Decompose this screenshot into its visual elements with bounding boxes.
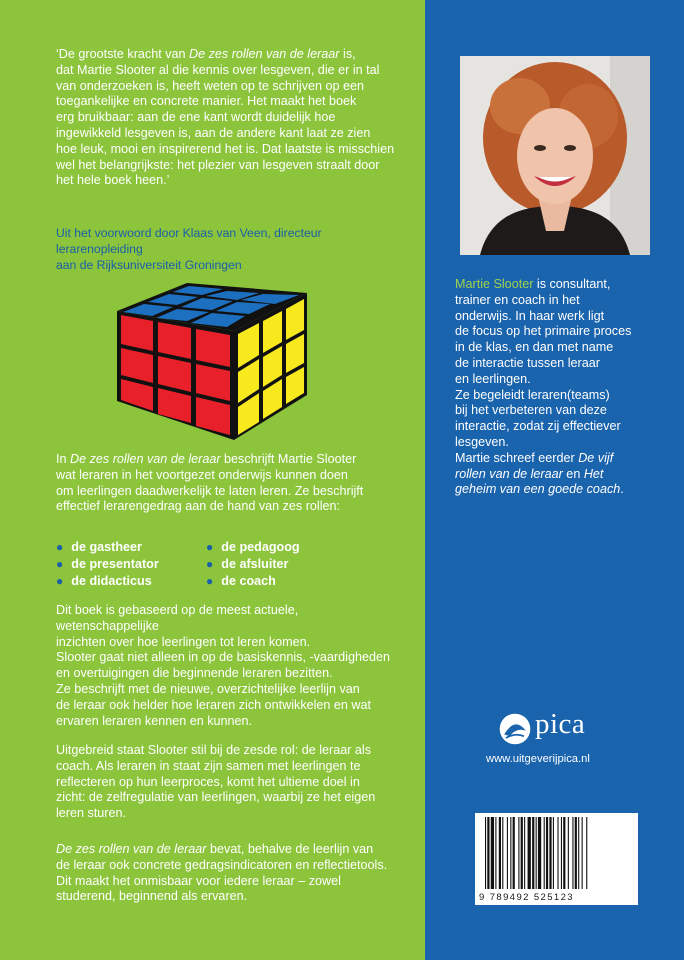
barcode-bar: [575, 817, 577, 889]
quote-line: hoe leuk, mooi en inspirerend het is. Dat laatste is misschien: [56, 141, 395, 156]
barcode-bar: [521, 817, 523, 889]
role-item: [206, 574, 356, 590]
role-label: de pedagoog: [221, 540, 300, 554]
author-photo: [460, 56, 650, 255]
role-label: de presentator: [71, 556, 159, 571]
body-line: Ze beschrijft met de nieuwe, overzichtelijke leerlijn van: [56, 681, 360, 696]
barcode-bar: [553, 817, 554, 889]
role-item: [206, 540, 356, 556]
quote-line: wel het belangrijkste: het plezier van lesgeven straalt door: [56, 157, 380, 172]
body-line: zicht: de zelfregulatie van leerlingen, waarbij ze het eigen: [56, 790, 376, 805]
book-title: De vijf: [578, 450, 614, 465]
bullet-icon: ●: [56, 556, 64, 571]
isbn-number: 9 789492 525123: [479, 892, 574, 903]
barcode-bar: [499, 817, 501, 889]
barcode-bar: [485, 817, 486, 889]
barcode-bar: [546, 817, 548, 889]
bio-text: is consultant,: [533, 277, 611, 291]
publisher-url: www.uitgeverijpica.nl: [486, 753, 590, 765]
body-line: leren sturen.: [56, 806, 127, 821]
barcode-bar: [513, 817, 515, 889]
intro-line: [56, 452, 401, 468]
intro-prefix: In: [56, 452, 71, 466]
bio-text: en: [562, 466, 584, 481]
barcode-bar: [557, 817, 558, 889]
book-title: De zes rollen van de leraar: [56, 842, 207, 856]
body-line: [56, 842, 401, 858]
bullet-icon: ●: [206, 540, 214, 554]
bio-text: Martie schreef eerder: [455, 450, 579, 465]
barcode-bar: [578, 817, 579, 889]
body-line: Slooter gaat niet alleen in op de basiskennis, -vaardigheden: [56, 650, 390, 665]
barcode-bar: [561, 817, 562, 889]
quote-line: dat Martie Slooter al die kennis over lesgeven, die er in tal: [56, 62, 380, 77]
bio-line: bij het verbeteren van deze: [455, 403, 607, 418]
body-line: studerend, beginnend als ervaren.: [56, 889, 248, 904]
barcode-bar: [586, 817, 587, 889]
barcode-bar: [549, 817, 551, 889]
review-quote: [56, 47, 406, 189]
body-line: inzichten over hoe leerlingen tot leren komen.: [56, 634, 311, 649]
role-item: [56, 574, 206, 590]
quote-attribution: [56, 226, 406, 273]
book-title: rollen van de leraar: [455, 466, 563, 481]
barcode-bar: [528, 817, 531, 889]
barcode-bars: [475, 817, 638, 897]
bullet-icon: ●: [206, 573, 214, 588]
barcode-bar: [538, 817, 541, 889]
intro-paragraph: [56, 452, 401, 515]
coach-paragraph: [56, 743, 401, 822]
role-label: de gastheer: [71, 540, 142, 554]
barcode-bar: [563, 817, 565, 889]
role-label: de coach: [221, 573, 276, 588]
quote-line: erg bruikbaar: aan de ene kant wordt duidelijk hoe: [56, 110, 336, 125]
barcode-bar: [572, 817, 573, 889]
role-item: [206, 557, 356, 573]
publisher-name: pica: [535, 708, 586, 740]
quote-line: het hele boek heen.’: [56, 173, 170, 188]
bio-line: lesgeven.: [455, 434, 509, 449]
bio-line: trainer en coach in het: [455, 292, 580, 307]
bio-line: de interactie tussen leraar: [455, 355, 600, 370]
book-title: De zes rollen van de leraar: [70, 452, 221, 466]
rubiks-cube-illustration: [117, 283, 307, 440]
body-text: bevat, behalve de leerlijn van: [206, 842, 374, 856]
barcode-bar: [507, 817, 508, 889]
book-title: Het: [583, 466, 604, 481]
bio-line: in de klas, en dan met name: [455, 340, 614, 355]
intro-rest: beschrijft Martie Slooter: [220, 452, 357, 466]
barcode-bar: [568, 817, 569, 889]
quote-line: ingewikkeld lesgeven is, aan de andere kant laat ze zien: [56, 125, 371, 140]
bio-line: interactie, zodat zij effectiever: [455, 419, 621, 434]
body-line: Uitgebreid staat Slooter stil bij de zesde rol: de leraar als: [56, 743, 372, 757]
quote-line: toegankelijke en concrete manier. Het maakt het boek: [56, 94, 357, 109]
roles-list: [56, 540, 376, 589]
body-line: ervaren leraren kennen en kunnen.: [56, 713, 253, 728]
body-line: Dit boek is gebaseerd op de meest actuele, wetenschappelijke: [56, 603, 299, 633]
bio-line: [455, 467, 665, 483]
body-line: de leraar ook helder hoe leraren zich ontwikkelen en wat: [56, 697, 372, 712]
attribution-line: aan de Rijksuniversiteit Groningen: [56, 257, 242, 272]
role-item: [56, 540, 206, 556]
barcode-bar: [495, 817, 496, 889]
barcode-bar: [487, 817, 489, 889]
barcode-bar: [518, 817, 519, 889]
body-line: reflecteren op hun leerproces, komt het ultieme doel in: [56, 774, 360, 789]
book-title: geheim van een goede coach: [455, 482, 621, 497]
barcode-bar: [536, 817, 537, 889]
author-bio: [455, 277, 665, 498]
bio-line: Ze begeleidt leraren(teams): [455, 387, 610, 402]
bio-line: [455, 482, 665, 498]
bio-line: [455, 451, 665, 467]
barcode-bar: [544, 817, 545, 889]
barcode-bar: [532, 817, 534, 889]
pica-logo-icon: [497, 711, 533, 747]
bio-text: .: [620, 482, 624, 497]
intro-line: effectief lerarengedrag aan de hand van zes rollen:: [56, 499, 341, 514]
body-line: de leraar ook concrete gedragsindicatoren en reflectietools.: [56, 857, 388, 872]
barcode-bar: [524, 817, 525, 889]
summary-paragraph: [56, 842, 401, 905]
intro-line: wat leraren in het voortgezet onderwijs kunnen doen: [56, 467, 348, 482]
barcode-bar: [491, 817, 494, 889]
role-label: de didacticus: [71, 573, 152, 588]
bullet-icon: ●: [56, 573, 64, 588]
body-line: Dit maakt het onmisbaar voor iedere leraar – zowel: [56, 873, 341, 888]
bullet-icon: ●: [206, 556, 214, 571]
author-name: Martie Slooter: [455, 277, 534, 291]
bullet-icon: ●: [56, 540, 64, 554]
bio-line: onderwijs. In haar werk ligt: [455, 308, 605, 323]
bio-line: en leerlingen.: [455, 371, 531, 386]
body-line: coach. Als leraren in staat zijn samen met leerlingen te: [56, 758, 361, 773]
quote-line: van onderzoeken is, heeft weten op te schrijven op een: [56, 78, 365, 93]
quote-line: ‘De grootste kracht van De zes rollen van de leraar is,: [56, 47, 356, 61]
barcode-bar: [510, 817, 511, 889]
body-line: en overtuigingen die beginnende leraren bezitten.: [56, 666, 333, 681]
bio-line: de focus op het primaire proces: [455, 324, 632, 339]
intro-line: om leerlingen daadwerkelijk te laten leren. Ze beschrijft: [56, 483, 364, 498]
bio-line: [455, 277, 665, 293]
role-label: de afsluiter: [221, 556, 289, 571]
role-item: [56, 557, 206, 573]
attribution-line: Uit het voorwoord door Klaas van Veen, directeur lerarenopleiding: [56, 226, 322, 256]
barcode-bar: [582, 817, 583, 889]
research-paragraph: [56, 603, 401, 729]
barcode-bar: [502, 817, 503, 889]
